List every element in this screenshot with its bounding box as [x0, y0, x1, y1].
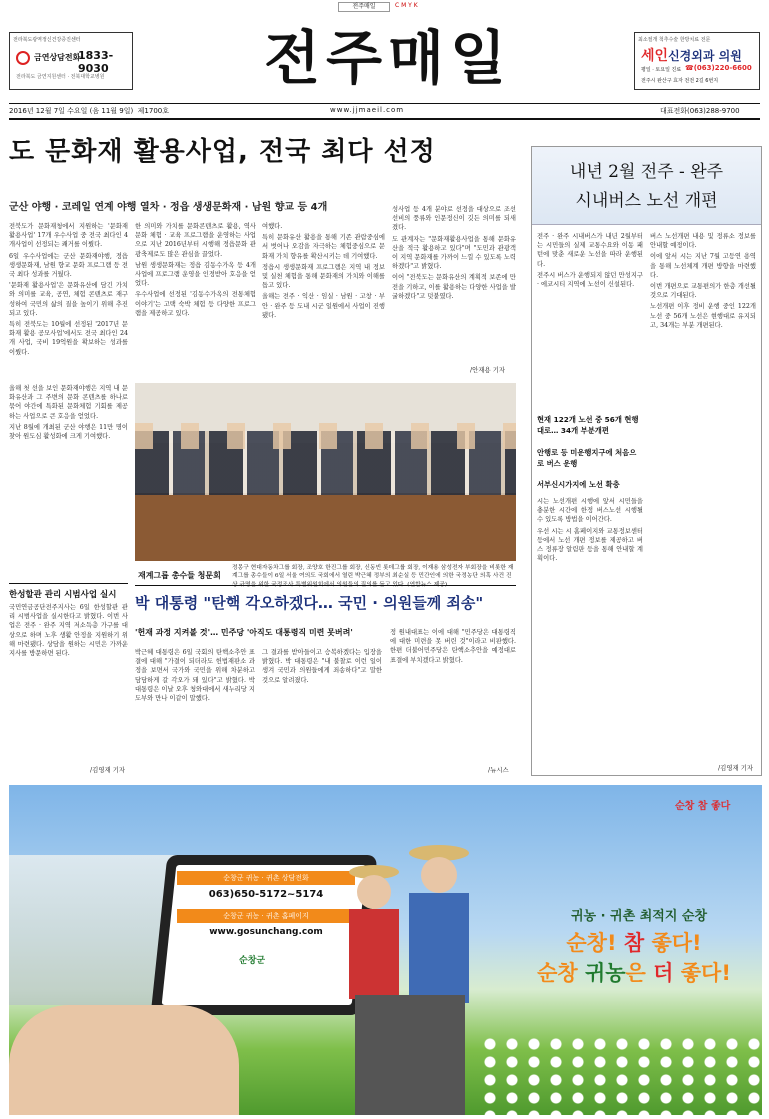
paragraph: 특히 문화유산 활용을 통해 기존 관람중심에서 벗어나 오감을 자극하는 체험중심으로 문화재 가치 향유를 확산시키는 데 기여했다.: [262, 234, 385, 260]
masthead-rule-bottom: [9, 118, 760, 120]
paragraph: 전주 · 완주 시내버스가 내년 2월부터는 시민들의 실제 교통수요와 이동 패턴에 맞춘 새로운 노선을 따라 운행된다.: [537, 233, 643, 268]
side-sub-3: 서부신시가지에 노선 확충: [537, 480, 620, 489]
side-col-b: [650, 232, 756, 764]
main-phone: 대표전화(063)288-9700: [660, 107, 740, 115]
side-byline: /김영재 기자: [718, 764, 754, 772]
ad-right-hours: 평일 · 토요일 진료: [641, 67, 682, 73]
ad-left-top: 전라북도광역정신건강증진센터: [13, 37, 81, 43]
top-tag: 전주매일: [338, 2, 390, 12]
paragraph: 정읍시 생생문화재 프로그램은 지역 내 정보 및 실천 체험을 통해 문화재의 가치와 이해를 돕고 있다.: [262, 263, 385, 290]
daisies: [479, 1035, 762, 1115]
lead-col-3: [262, 222, 385, 380]
slogan2-e: 좋다!: [673, 961, 731, 985]
ad-right-addr: 전주시 완산구 효자 전전 2길 6번지: [641, 78, 719, 84]
paragraph: 노선개편 이후 정비 운행 중인 122개 노선 중 56개 노선은 현행대로 유지되고, 34개는 부분 개편된다.: [650, 303, 756, 329]
slogan2-d: 더: [653, 961, 674, 985]
second-headline: 박 대통령 "탄핵 각오하겠다… 국민 · 의원들께 죄송": [135, 594, 484, 612]
issue-number: 제1700호: [137, 107, 170, 115]
ad-smoking-hotline: [9, 32, 133, 90]
sunchang-ad: [9, 785, 762, 1115]
paragraph: 특히 전북도는 10월에 선정된 '2017년 문화재 활용 공모사업'에서도 전국 최다인 24개 사업, 국비 19억원을 확보하는 성과를 이뤘다.: [9, 321, 128, 356]
paragraph: 여했다.: [262, 223, 283, 230]
ad-right-top: 최소절개 척추수술 한방치료 전문: [638, 37, 711, 43]
second-subhead: '헌재 과정 지켜볼 것'… 민주당 '아직도 대통령직 미련 못버려': [135, 628, 353, 637]
photo-caption: 정몽구 현대자동차그룹 회장, 조양호 한진그룹 회장, 신동빈 롯데그룹 회장, 이재용 삼성전자 부회장을 비롯한 재계그룹 총수들이 6일 서울 여의도 국회에서 열린 박근혜 정부의 최순실 등 민간인에 의한 국정농단 의혹 사건 진: [232, 565, 514, 580]
second-byline: /뉴시스: [488, 766, 509, 774]
paragraph: 우수사업에 선정된 '김동수가옥의 전통체험이야기'는 고택 숙박 체험 등 다양한 프로그램을 제공하고 있다.: [135, 291, 256, 317]
lead-col-4: [392, 205, 516, 365]
paragraph: 6일 우수사업에는 군산 문화재야행, 정읍 생생문화재, 남원 향교 문화 프로그램 등 전국 최다 성과를 거뒀다.: [9, 252, 128, 279]
lead-byline: /안재용 기자: [470, 366, 506, 374]
paragraph: 전주시 버스가 운행되지 않던 만성지구 · 에코시티 지역에 노선이 신설된다.: [537, 271, 643, 289]
no-smoking-icon: [16, 51, 30, 65]
brief-byline: /김영재 기자: [90, 766, 126, 774]
slogan1-a: 순창!: [566, 931, 624, 955]
tablet-phone: 063)650-5172~5174: [208, 889, 324, 900]
second-col-1: [135, 648, 255, 766]
hand: [9, 1005, 239, 1115]
brief-rule: [9, 583, 128, 584]
paragraph: 한 의미와 가치를 문화콘텐츠로 활용, 역사문화 체험 · 교육 프로그램을 운영하는 사업으로 지난 2016년부터 시행해 정읍문화 관광축제로도 많은 관심을 끌었다.: [135, 223, 256, 258]
paragraph: 시는 노선개편 시행에 앞서 시민들을 충분한 시간에 한정 버스노선 시행될 수 있도록 방법을 이어간다.: [537, 498, 643, 524]
tablet-label: 순창군 귀농 · 귀촌 상담전화: [177, 871, 355, 885]
paragraph: 도 관계자는 "문화재활용사업을 통해 문화유산을 적극 활용하고 있다"며 "도민과 관광객이 지역 문화재를 가까이 느낄 수 있도록 노력하겠다"고 밝혔다.: [392, 235, 516, 271]
ad-right-name2: 신경외과 의원: [668, 49, 742, 63]
paragraph: 이에 앞서 시는 지난 7월 고등연 용역을 통해 노선체계 개편 방향을 마련했다.: [650, 253, 756, 279]
cmyk-marks: C M Y K: [395, 2, 418, 9]
ad-left-note: 전라북도 금연지원센터 · 전북대학교병원: [16, 74, 105, 80]
side-col-a: [537, 232, 643, 407]
photo-title: 재계그룹 총수들 청문회: [138, 571, 221, 580]
second-col-1-text: 박근혜 대통령은 6일 국회의 탄핵소추안 표결에 대해 "가결이 되더라도 헌법재판소 과정을 보면서 국가와 국민을 위해 차분하고 담담하게 갈 각오가 돼 있다"고 밝혔다. 박 대통령은 이날 오후 청와대에서 새누리당 지도부와 만나 이같이 말했다.: [135, 649, 255, 703]
farmer-couple: [339, 845, 489, 1115]
hearing-photo: [135, 383, 516, 561]
slogan2-b: 귀농: [584, 961, 626, 985]
brief-body: [9, 603, 128, 767]
ad-slogan-1: [509, 927, 759, 957]
lead-col-1: [9, 222, 128, 380]
masthead-rule-top: [9, 103, 760, 104]
ad-right-phone: ☎(063)220-6600: [685, 64, 752, 72]
ad-tagline: 귀농 · 귀촌 최적지 순창: [570, 909, 708, 924]
side-headline-2: 시내버스 노선 개편: [575, 191, 718, 211]
site-url[interactable]: www.jjmaeil.com: [330, 106, 405, 114]
side-sub-1: 현재 122개 노선 중 56개 현행대로… 34개 부분개편: [537, 415, 639, 435]
masthead-title: 전주매일: [263, 24, 513, 92]
ad-sein-clinic: [634, 32, 760, 90]
tablet-label2: 순창군 귀농 · 귀촌 홈페이지: [177, 909, 355, 923]
paragraph: 우선 시는 시 홈페이지와 교통정보센터 등에서 노선 개편 정보를 제공하고 버스 정류장 알림판 등을 통해 안내할 계획이다.: [537, 527, 643, 563]
ad-right-name1: 세인: [641, 48, 669, 64]
paragraph: 버스 노선개편 내용 및 정류소 정보를 안내할 예정이다.: [650, 233, 756, 250]
ad-left-phone: 1833-9030: [78, 49, 114, 75]
side-sub-2: 안행로 등 미운행지구에 처음으로 버스 운행: [537, 448, 637, 468]
side-col-a2: [537, 497, 643, 769]
ad-slogan-2: [499, 957, 762, 987]
side-headline-1: 내년 2월 전주 - 완주: [569, 162, 724, 182]
lead-subhead: 군산 야행 · 코레일 연계 야행 열차 · 정읍 생생문화재 · 남원 향교 등 4개: [9, 202, 328, 213]
ad-left-title: 금연상담전화: [34, 53, 81, 62]
paragraph: 이어 "전북도는 문화유산의 계획적 보존에 만전을 기하고, 이를 활용하는 다양한 사업을 발굴하겠다"고 덧붙였다.: [392, 274, 516, 300]
brief-text: 국민연금공단전주지사는 6일 한성할관 관리 시범사업을 실시한다고 밝혔다. 이번 사업은 전주 · 완주 지역 저소득층 가구를 대상으로 하며 노후 생활 안정을 지원하기 위해 마련됐다. 상담을 원하는 시민은 가까운 지사를 방문하면 된다.: [9, 604, 128, 658]
slogan2-c: 은: [625, 961, 654, 985]
slogan1-b: 참: [623, 931, 645, 955]
paragraph: 전북도가 문화재청에서 지원하는 '문화재 활용사업' 17개 우수사업 중 전국 최다인 4개사업이 선정되는 쾌거를 이뤘다.: [9, 223, 128, 249]
second-col-2: [262, 648, 382, 766]
paragraph: '문화재 활용사업'은 문화유산에 담긴 가치와 의미를 교육, 공연, 체험 콘텐츠로 재구성하여 국민의 삶의 질을 높이기 위해 추진되고 있다.: [9, 282, 128, 317]
paragraph: 지난 8월에 개최된 군산 야행은 11만 명이 찾아 원도심 활성화에 크게 기여했다.: [9, 423, 128, 441]
paragraph: 올해는 전주 · 익산 · 임실 · 남원 · 고창 · 부안 · 완주 등 도내 시군 일원에서 사업이 진행됐다.: [262, 293, 385, 319]
paragraph: 남원 생생문화재는 정읍 김동수가옥 등 4개사업에 프로그램 운영을 인정받아 호응을 얻었다.: [135, 261, 256, 288]
brief-title: 한성할관 관리 시범사업 실시: [9, 590, 117, 600]
ad-brand: 순창 참 좋다: [675, 801, 731, 812]
lead-col-2: [135, 222, 256, 380]
date-text: 2016년 12월 7일 수요일 (음 11월 9일): [9, 107, 134, 115]
paragraph: 이번 개편으로 교통편의가 한층 개선될 것으로 기대된다.: [650, 283, 756, 300]
slogan1-c: 좋다!: [644, 931, 702, 955]
second-rule: [135, 585, 516, 586]
second-col-3-text: 정 원내대표는 이에 대해 "민주당은 대통령직에 대한 미련을 못 버린 것"이라고 비판했다. 한편 더불어민주당은 탄핵소추안을 예정대로 표결에 부치겠다고 밝혔다.: [390, 629, 516, 664]
date-line: [9, 106, 169, 116]
lead-headline: 도 문화재 활용사업, 전국 최다 선정: [9, 137, 436, 167]
lead-col-1b: [9, 384, 128, 579]
second-col-3: [390, 628, 516, 766]
tablet-site[interactable]: www.gosunchang.com: [209, 927, 323, 937]
tablet-logo: 순창군: [239, 956, 266, 966]
paragraph: 성사업 등 4개 분야로 선정을 대상으로 조선선비의 풍류와 인문정신이 깃든 의미를 되새겼다.: [392, 206, 516, 232]
paragraph: 올해 첫 선을 보인 문화재야행은 지역 내 문화유산과 그 주변의 문화 콘텐츠를 하나로 묶어 야간에 특화된 문화체험 기회를 제공하는 사업으로 큰 호응을 얻었다.: [9, 385, 128, 420]
slogan2-a: 순창: [537, 961, 585, 985]
second-col-2-text: 그 결과를 받아들이고 승복하겠다는 입장을 밝혔다. 박 대통령은 "내 불찰로 이런 일이 생겨 국민과 의원들에게 죄송하다"고 말한 것으로 알려졌다.: [262, 649, 382, 684]
